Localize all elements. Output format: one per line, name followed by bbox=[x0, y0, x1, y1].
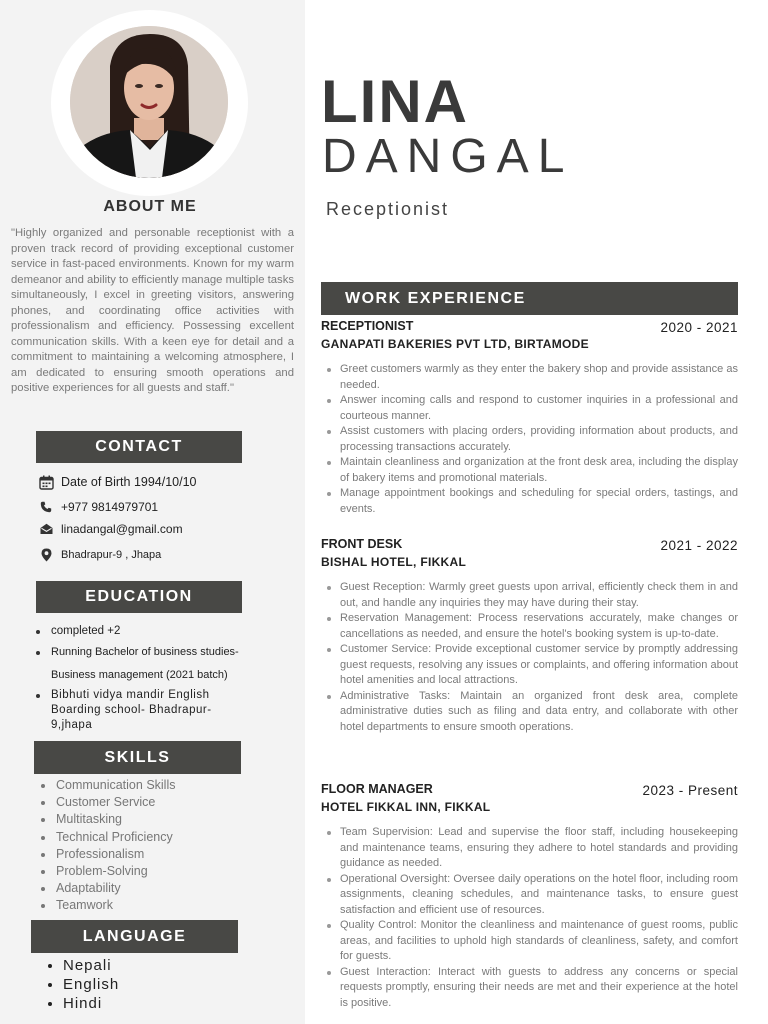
job-period: 2023 - Present bbox=[642, 783, 738, 798]
list-item: Nepali bbox=[46, 956, 119, 975]
duty-item: Operational Oversight: Oversee daily operations on the hotel floor, including room assignments, cleaning schedules, and maintenance tasks, to ensure guest satisfaction and efficient use of resources. bbox=[321, 872, 738, 919]
duty-item: Greet customers warmly as they enter the bakery shop and provide assistance as needed. bbox=[321, 362, 738, 393]
list-item: Teamwork bbox=[39, 897, 175, 914]
job-period: 2020 - 2021 bbox=[660, 320, 738, 335]
job-company: HOTEL FIKKAL INN, FIKKAL bbox=[321, 800, 491, 814]
job-company: BISHAL HOTEL, FIKKAL bbox=[321, 555, 467, 569]
duty-list bbox=[321, 825, 738, 1011]
job-entry bbox=[321, 782, 738, 1011]
contact-phone bbox=[38, 499, 158, 515]
about-title: ABOUT ME bbox=[103, 198, 197, 215]
email-text[interactable]: linadangal@gmail.com bbox=[61, 522, 183, 536]
person-portrait-icon bbox=[70, 26, 228, 178]
list-item: Bibhuti vidya mandir English Boarding school- Bhadrapur-9,jhapa bbox=[34, 688, 249, 733]
job-title: RECEPTIONIST bbox=[321, 319, 414, 333]
language-list bbox=[46, 956, 119, 1013]
job-role: Receptionist bbox=[326, 199, 450, 219]
job-period: 2021 - 2022 bbox=[660, 538, 738, 553]
duty-item: Guest Interaction: Interact with guests to address any concerns or special requests promptly, ensuring their needs are met and their experience at the hotel is positive. bbox=[321, 965, 738, 1012]
language-heading: LANGUAGE bbox=[31, 920, 238, 953]
location-pin-icon bbox=[38, 547, 54, 563]
list-item: Communication Skills bbox=[39, 777, 175, 794]
last-name: DANGAL bbox=[322, 130, 574, 183]
education-list bbox=[34, 624, 264, 733]
duty-text: : Process reservations accurately, make changes or cancellations as needed, and ensure the hotel's booking system is up-to-date. bbox=[340, 612, 738, 640]
phone-text[interactable]: +977 9814979701 bbox=[61, 500, 159, 514]
contact-address bbox=[38, 547, 161, 563]
skills-list bbox=[39, 777, 175, 915]
list-item: Technical Proficiency bbox=[39, 829, 175, 846]
duty-item bbox=[321, 689, 738, 736]
calendar-icon bbox=[38, 474, 54, 490]
duty-item: Assist customers with placing orders, providing information about products, and processing transactions accurately. bbox=[321, 424, 738, 455]
duty-list bbox=[321, 580, 738, 735]
duty-label: Administrative Tasks bbox=[340, 689, 448, 702]
duty-label: Reservation Management bbox=[340, 612, 469, 624]
contact-heading: CONTACT bbox=[36, 431, 242, 463]
duty-item: Answer incoming calls and respond to customer inquiries in a professional and courteous manner. bbox=[321, 393, 738, 424]
duty-text: : Maintain an organized front desk area, complete administrative duties such as filing and data entry, and collaborate with other hotel departments to ensure smooth operations. bbox=[340, 689, 738, 733]
contact-email bbox=[38, 521, 183, 537]
list-item: Problem-Solving bbox=[39, 863, 175, 880]
duty-item: Manage appointment bookings and scheduling for special orders, tastings, and events. bbox=[321, 486, 738, 517]
skills-heading: SKILLS bbox=[34, 741, 241, 774]
duty-list bbox=[321, 362, 738, 517]
duty-text: : Warmly greet guests upon arrival, efficiently check them in and out, and handle any inquiries they may have during their stay. bbox=[340, 581, 739, 609]
address-text: Bhadrapur-9 , Jhapa bbox=[61, 549, 162, 561]
duty-label: Customer Service bbox=[340, 643, 429, 655]
job-company: GANAPATI BAKERIES PVT LTD, BIRTAMODE bbox=[321, 337, 589, 351]
envelope-icon bbox=[38, 521, 54, 537]
first-name: LINA bbox=[321, 68, 469, 135]
phone-icon bbox=[38, 499, 54, 515]
list-item: Multitasking bbox=[39, 811, 175, 828]
duty-item: Maintain cleanliness and organization at the front desk area, including the display of bakery items and promotional materials. bbox=[321, 455, 738, 486]
job-title: FRONT DESK bbox=[321, 537, 403, 551]
job-entry bbox=[321, 537, 738, 735]
about-text: "Highly organized and personable receptionist with a proven track record of providing exceptional customer service in fast-paced environments. Known for my warm demeanor and ability to efficiently manage multiple tasks simultaneously, I excel in greeting visitors, answering phones, and coordinating office activities with professionalism and efficiency. Possessing excellent communication skills. With a keen eye for detail and a commitment to maintaining a welcoming atmosphere, I am dedicated to ensuring smooth operations and positive experiences for all guests and staff." bbox=[11, 227, 294, 394]
job-entry bbox=[321, 319, 738, 517]
list-item: Hindi bbox=[46, 994, 119, 1013]
job-title: FLOOR MANAGER bbox=[321, 782, 433, 796]
dob-text: Date of Birth 1994/10/10 bbox=[61, 475, 197, 489]
list-item: completed +2 bbox=[34, 624, 264, 639]
duty-text: : Provide exceptional customer service by promptly addressing guest requests, resolving any issues or complaints, and offering information about hotel amenities and local attractions. bbox=[340, 643, 738, 686]
profile-photo bbox=[70, 26, 228, 178]
duty-item bbox=[321, 642, 738, 689]
duty-item: Quality Control: Monitor the cleanliness and maintenance of guest rooms, public areas, and facilities to uphold high standards of cleanliness, safety, and comfort for guests. bbox=[321, 918, 738, 965]
duty-item: Team Supervision: Lead and supervise the floor staff, including housekeeping and maintenance teams, ensuring they adhere to hotel standards and providing guidance as needed. bbox=[321, 825, 738, 872]
work-experience-heading: WORK EXPERIENCE bbox=[321, 282, 738, 315]
list-item-continuation: Business management (2021 batch) bbox=[51, 669, 228, 681]
duty-item bbox=[321, 611, 738, 642]
contact-dob bbox=[38, 474, 197, 490]
list-item: Adaptability bbox=[39, 880, 175, 897]
list-item: Customer Service bbox=[39, 794, 175, 811]
education-heading: EDUCATION bbox=[36, 581, 242, 613]
duty-label: Guest Reception bbox=[340, 581, 423, 593]
duty-item bbox=[321, 580, 738, 611]
list-item: English bbox=[46, 975, 119, 994]
list-item: Running Bachelor of business studies- bbox=[34, 645, 264, 660]
list-item: Professionalism bbox=[39, 846, 175, 863]
